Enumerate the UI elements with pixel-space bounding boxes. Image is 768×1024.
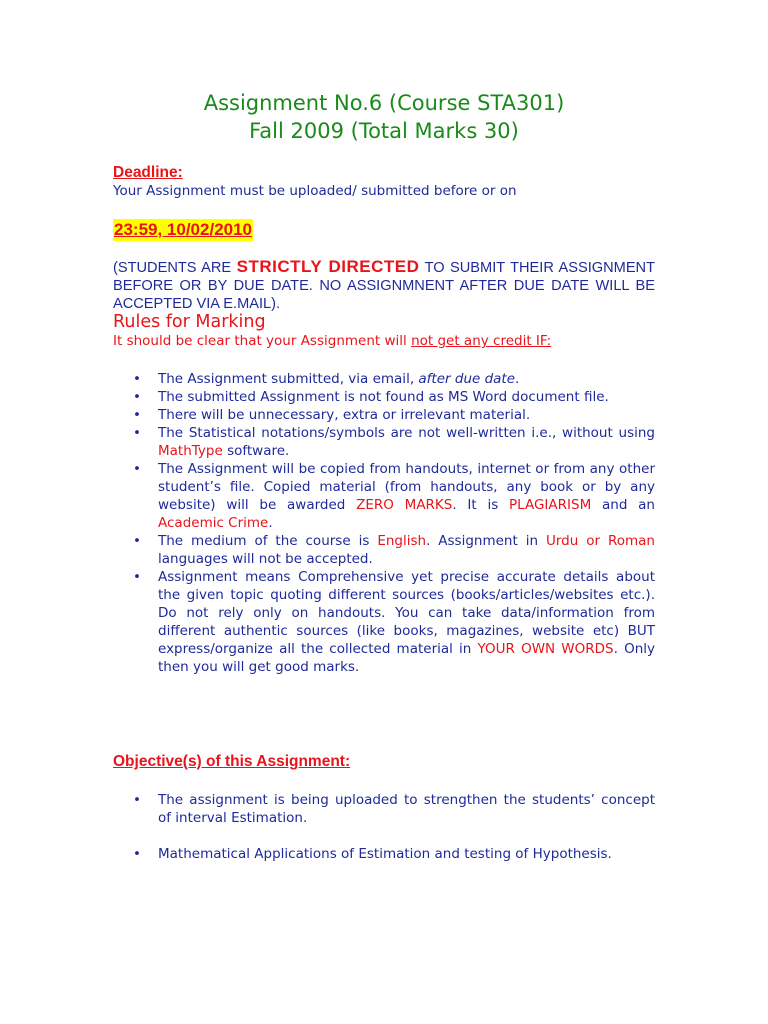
rules-intro — [113, 332, 655, 350]
bullet-dot-icon: • — [133, 792, 141, 808]
title-line-2: Fall 2009 (Total Marks 30) — [249, 119, 519, 143]
notice-part-2: TO SUBMIT THEIR ASSIGNMENT BEFORE OR BY DUE DATE. NO ASSIGNMNENT AFTER DUE DATE WILL BE ACCEPTED VIA E.MAIL). — [113, 260, 656, 312]
bullet-dot-icon: • — [133, 371, 141, 387]
bullet-dot-icon: • — [133, 461, 141, 477]
rules-intro-prefix: It should be clear that your Assignment will — [113, 333, 412, 349]
submission-notice — [113, 258, 655, 313]
rules-heading: Rules for Marking — [113, 312, 266, 332]
deadline-date: 23:59, 10/02/2010 — [114, 220, 253, 239]
rules-intro-underlined: not get any credit IF: — [411, 333, 552, 349]
list-item: • The submitted Assignment is not found as MS Word document file. — [133, 389, 609, 405]
notice-strict: STRICTLY DIRECTED — [236, 257, 420, 276]
bullet-dot-icon: • — [133, 569, 141, 585]
list-item: • The Statistical notations/symbols are not well-written i.e., without using MathType software. — [133, 425, 655, 459]
bullet-dot-icon: • — [133, 425, 141, 441]
deadline-text: Your Assignment must be uploaded/ submitted before or on — [113, 183, 517, 199]
notice-part-1: (STUDENTS ARE — [113, 260, 237, 276]
bullet-dot-icon: • — [133, 389, 141, 405]
list-item: • The Assignment submitted, via email, after due date. — [133, 371, 520, 387]
rules-list — [113, 370, 655, 676]
bullet-dot-icon: • — [133, 846, 141, 862]
objectives-heading: Objective(s) of this Assignment: — [113, 753, 351, 770]
bullet-dot-icon: • — [133, 533, 141, 549]
deadline-label: Deadline: — [113, 164, 183, 181]
list-item: • Assignment means Comprehensive yet precise accurate details about the given topic quoting different sources (books/articles/websites etc.). Do not rely only on handouts. You can take data/information from different authentic sources (like books, magazines, website etc) BUT express/organize all the collected material in YOUR OWN WORDS. Only then you will get good marks. — [133, 569, 655, 675]
title-line-1: Assignment No.6 (Course STA301) — [203, 91, 565, 115]
list-item: • The medium of the course is English. Assignment in Urdu or Roman languages will not be accepted. — [133, 533, 655, 567]
bullet-dot-icon: • — [133, 407, 141, 423]
objectives-list — [113, 791, 655, 881]
list-item: • The assignment is being uploaded to strengthen the students’ concept of interval Estimation. — [133, 792, 655, 826]
list-item: • The Assignment will be copied from handouts, internet or from any other student’s file. Copied material (from handouts, any book or by any website) will be awarded ZERO MARKS. It is PLAGIARISM and an Academic Crime. — [133, 461, 655, 531]
list-item: • There will be unnecessary, extra or irrelevant material. — [133, 407, 531, 423]
list-item: • Mathematical Applications of Estimation and testing of Hypothesis. — [133, 846, 612, 862]
